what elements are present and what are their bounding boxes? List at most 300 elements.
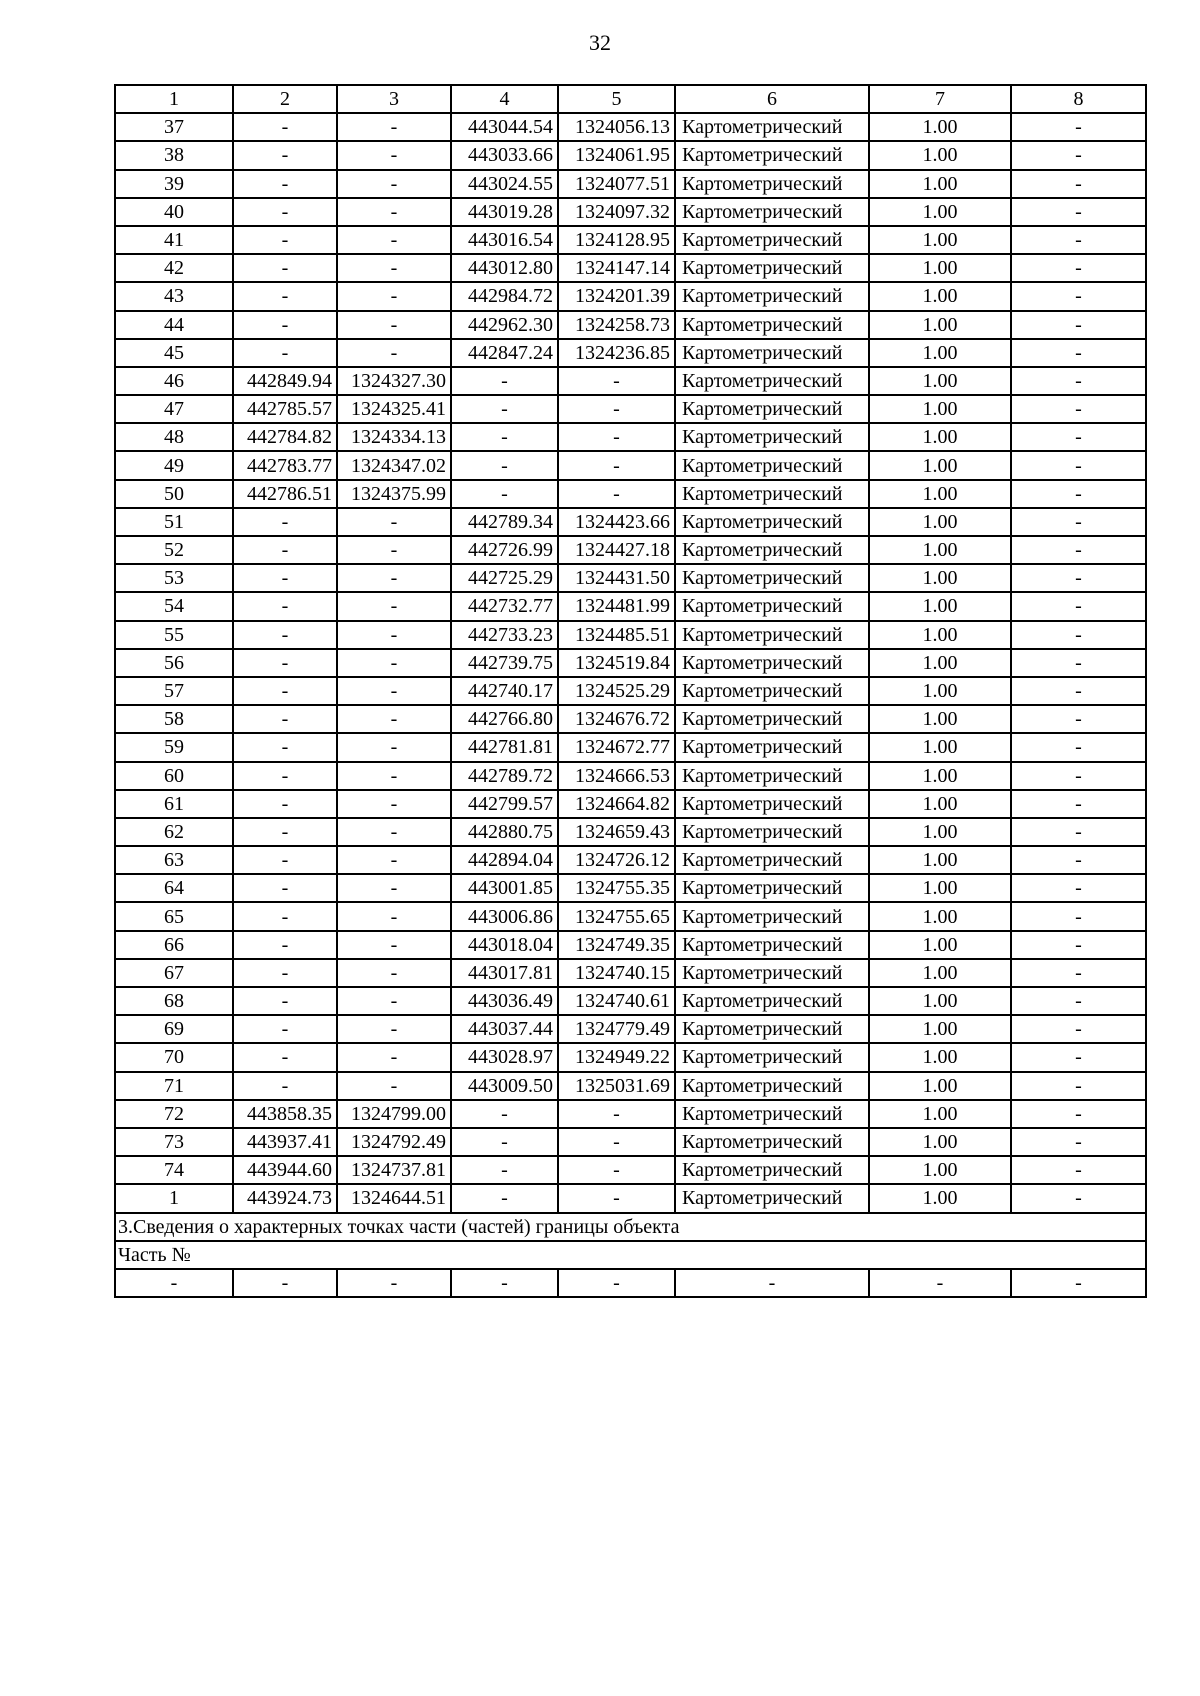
method-cell: Картометрический — [675, 198, 869, 226]
y-existing-cell: - — [337, 649, 451, 677]
x-existing-cell: - — [233, 1043, 337, 1071]
x-new-cell: - — [451, 1128, 558, 1156]
y-new-cell: 1324740.61 — [558, 987, 675, 1015]
accuracy-cell: 1.00 — [869, 198, 1011, 226]
y-new-cell: 1324128.95 — [558, 226, 675, 254]
point-number-cell: 61 — [115, 790, 233, 818]
y-new-cell: 1325031.69 — [558, 1072, 675, 1100]
table-row — [115, 1128, 1146, 1156]
y-new-cell: - — [558, 423, 675, 451]
method-cell: Картометрический — [675, 705, 869, 733]
accuracy-cell: 1.00 — [869, 1156, 1011, 1184]
table-row — [115, 508, 1146, 536]
x-new-cell: 442847.24 — [451, 339, 558, 367]
x-new-cell: 442766.80 — [451, 705, 558, 733]
point-number-cell: 38 — [115, 141, 233, 169]
table-row — [115, 592, 1146, 620]
point-number-cell: 41 — [115, 226, 233, 254]
part-label: Часть № — [115, 1241, 1146, 1269]
x-new-cell: 443028.97 — [451, 1043, 558, 1071]
table-row — [115, 423, 1146, 451]
point-number-cell: 45 — [115, 339, 233, 367]
description-cell: - — [1011, 733, 1146, 761]
method-cell: Картометрический — [675, 902, 869, 930]
y-existing-cell: - — [337, 508, 451, 536]
y-existing-cell: - — [337, 536, 451, 564]
method-cell: Картометрический — [675, 621, 869, 649]
accuracy-cell: 1.00 — [869, 339, 1011, 367]
accuracy-cell: 1.00 — [869, 282, 1011, 310]
accuracy-cell: 1.00 — [869, 1072, 1011, 1100]
point-number-cell: 44 — [115, 311, 233, 339]
x-existing-cell: - — [233, 339, 337, 367]
y-existing-cell: - — [337, 282, 451, 310]
table-row — [115, 536, 1146, 564]
y-new-cell: 1324672.77 — [558, 733, 675, 761]
column-header: 8 — [1011, 85, 1146, 113]
x-new-cell: 443009.50 — [451, 1072, 558, 1100]
description-cell: - — [1011, 1072, 1146, 1100]
y-new-cell: - — [558, 1128, 675, 1156]
description-cell: - — [1011, 762, 1146, 790]
y-new-cell: 1324755.65 — [558, 902, 675, 930]
y-new-cell: - — [558, 1156, 675, 1184]
x-new-cell: 443006.86 — [451, 902, 558, 930]
method-cell: Картометрический — [675, 931, 869, 959]
y-new-cell: 1324740.15 — [558, 959, 675, 987]
description-cell: - — [1011, 987, 1146, 1015]
table-row — [115, 367, 1146, 395]
section-title: 3.Сведения о характерных точках части (частей) границы объекта — [115, 1213, 1146, 1241]
method-cell: Картометрический — [675, 311, 869, 339]
point-number-cell: 53 — [115, 564, 233, 592]
method-cell: Картометрический — [675, 1015, 869, 1043]
table-row — [115, 959, 1146, 987]
page-number: 32 — [589, 30, 611, 55]
point-number-cell: 59 — [115, 733, 233, 761]
y-new-cell: 1324423.66 — [558, 508, 675, 536]
x-existing-cell: - — [233, 790, 337, 818]
point-number-cell: 51 — [115, 508, 233, 536]
point-number-cell: 62 — [115, 818, 233, 846]
table-row — [115, 1100, 1146, 1128]
table-row — [115, 621, 1146, 649]
description-cell: - — [1011, 1015, 1146, 1043]
y-existing-cell: 1324644.51 — [337, 1184, 451, 1212]
x-existing-cell: 443937.41 — [233, 1128, 337, 1156]
point-number-cell: 74 — [115, 1156, 233, 1184]
description-cell: - — [1011, 874, 1146, 902]
table-row — [115, 451, 1146, 479]
x-existing-cell: - — [233, 508, 337, 536]
x-existing-cell: 442849.94 — [233, 367, 337, 395]
table-row — [115, 480, 1146, 508]
accuracy-cell: 1.00 — [869, 621, 1011, 649]
section-title-row — [115, 1213, 1146, 1241]
x-existing-cell: - — [233, 536, 337, 564]
point-number-cell: 66 — [115, 931, 233, 959]
description-cell: - — [1011, 1184, 1146, 1212]
y-new-cell: - — [558, 367, 675, 395]
x-new-cell: - — [451, 1156, 558, 1184]
x-new-cell: 442725.29 — [451, 564, 558, 592]
x-existing-cell: - — [233, 818, 337, 846]
description-cell: - — [1011, 959, 1146, 987]
x-new-cell: 443044.54 — [451, 113, 558, 141]
method-cell: Картометрический — [675, 649, 869, 677]
table-row — [115, 311, 1146, 339]
table-row — [115, 254, 1146, 282]
table-row — [115, 1043, 1146, 1071]
y-existing-cell: - — [337, 621, 451, 649]
accuracy-cell: 1.00 — [869, 451, 1011, 479]
accuracy-cell: 1.00 — [869, 170, 1011, 198]
column-header: - — [233, 1269, 337, 1297]
method-cell: Картометрический — [675, 141, 869, 169]
x-new-cell: 442781.81 — [451, 733, 558, 761]
accuracy-cell: 1.00 — [869, 367, 1011, 395]
table-row — [115, 987, 1146, 1015]
table-row — [115, 1184, 1146, 1212]
y-existing-cell: - — [337, 141, 451, 169]
y-new-cell: 1324779.49 — [558, 1015, 675, 1043]
x-new-cell: 443001.85 — [451, 874, 558, 902]
accuracy-cell: 1.00 — [869, 1015, 1011, 1043]
accuracy-cell: 1.00 — [869, 141, 1011, 169]
column-header: - — [869, 1269, 1011, 1297]
x-new-cell: 442732.77 — [451, 592, 558, 620]
y-existing-cell: - — [337, 339, 451, 367]
point-number-cell: 72 — [115, 1100, 233, 1128]
method-cell: Картометрический — [675, 395, 869, 423]
point-number-cell: 37 — [115, 113, 233, 141]
y-existing-cell: - — [337, 226, 451, 254]
method-cell: Картометрический — [675, 564, 869, 592]
x-new-cell: - — [451, 367, 558, 395]
y-new-cell: 1324949.22 — [558, 1043, 675, 1071]
y-new-cell: 1324201.39 — [558, 282, 675, 310]
point-number-cell: 64 — [115, 874, 233, 902]
y-existing-cell: - — [337, 987, 451, 1015]
method-cell: Картометрический — [675, 451, 869, 479]
x-existing-cell: - — [233, 1072, 337, 1100]
method-cell: Картометрический — [675, 790, 869, 818]
accuracy-cell: 1.00 — [869, 818, 1011, 846]
y-existing-cell: - — [337, 564, 451, 592]
y-existing-cell: - — [337, 762, 451, 790]
method-cell: Картометрический — [675, 170, 869, 198]
description-cell: - — [1011, 621, 1146, 649]
method-cell: Картометрический — [675, 480, 869, 508]
x-new-cell: 443019.28 — [451, 198, 558, 226]
y-new-cell: 1324676.72 — [558, 705, 675, 733]
method-cell: Картометрический — [675, 818, 869, 846]
x-new-cell: 442894.04 — [451, 846, 558, 874]
column-header: - — [675, 1269, 869, 1297]
description-cell: - — [1011, 1043, 1146, 1071]
accuracy-cell: 1.00 — [869, 987, 1011, 1015]
table-row — [115, 395, 1146, 423]
y-existing-cell: - — [337, 874, 451, 902]
point-number-cell: 54 — [115, 592, 233, 620]
x-new-cell: 443037.44 — [451, 1015, 558, 1043]
x-existing-cell: - — [233, 874, 337, 902]
y-new-cell: - — [558, 451, 675, 479]
x-new-cell: 443024.55 — [451, 170, 558, 198]
y-existing-cell: - — [337, 311, 451, 339]
x-new-cell: 443016.54 — [451, 226, 558, 254]
point-number-cell: 47 — [115, 395, 233, 423]
y-existing-cell: - — [337, 705, 451, 733]
point-number-cell: 71 — [115, 1072, 233, 1100]
description-cell: - — [1011, 395, 1146, 423]
description-cell: - — [1011, 790, 1146, 818]
accuracy-cell: 1.00 — [869, 508, 1011, 536]
table-row — [115, 141, 1146, 169]
x-new-cell: 443018.04 — [451, 931, 558, 959]
description-cell: - — [1011, 846, 1146, 874]
table-row — [115, 198, 1146, 226]
y-existing-cell: 1324325.41 — [337, 395, 451, 423]
description-cell: - — [1011, 1156, 1146, 1184]
method-cell: Картометрический — [675, 733, 869, 761]
x-existing-cell: - — [233, 621, 337, 649]
y-new-cell: 1324481.99 — [558, 592, 675, 620]
y-new-cell: 1324749.35 — [558, 931, 675, 959]
table-row — [115, 170, 1146, 198]
column-header: - — [337, 1269, 451, 1297]
y-existing-cell: - — [337, 113, 451, 141]
y-existing-cell: - — [337, 902, 451, 930]
x-new-cell: 442739.75 — [451, 649, 558, 677]
point-number-cell: 63 — [115, 846, 233, 874]
accuracy-cell: 1.00 — [869, 1128, 1011, 1156]
point-number-cell: 60 — [115, 762, 233, 790]
description-cell: - — [1011, 508, 1146, 536]
table-row — [115, 902, 1146, 930]
y-existing-cell: - — [337, 818, 451, 846]
y-existing-cell: - — [337, 170, 451, 198]
x-new-cell: - — [451, 1184, 558, 1212]
y-new-cell: 1324427.18 — [558, 536, 675, 564]
table-row — [115, 282, 1146, 310]
column-header: - — [115, 1269, 233, 1297]
y-existing-cell: - — [337, 1015, 451, 1043]
x-new-cell: - — [451, 395, 558, 423]
accuracy-cell: 1.00 — [869, 113, 1011, 141]
method-cell: Картометрический — [675, 339, 869, 367]
y-existing-cell: - — [337, 790, 451, 818]
y-existing-cell: 1324792.49 — [337, 1128, 451, 1156]
table-row — [115, 339, 1146, 367]
point-number-cell: 39 — [115, 170, 233, 198]
point-number-cell: 70 — [115, 1043, 233, 1071]
description-cell: - — [1011, 592, 1146, 620]
y-existing-cell: - — [337, 677, 451, 705]
x-new-cell: - — [451, 423, 558, 451]
description-cell: - — [1011, 705, 1146, 733]
point-number-cell: 1 — [115, 1184, 233, 1212]
y-new-cell: 1324664.82 — [558, 790, 675, 818]
method-cell: Картометрический — [675, 1128, 869, 1156]
x-existing-cell: 443858.35 — [233, 1100, 337, 1128]
y-new-cell: 1324258.73 — [558, 311, 675, 339]
y-existing-cell: - — [337, 733, 451, 761]
table-row — [115, 1015, 1146, 1043]
y-new-cell: 1324485.51 — [558, 621, 675, 649]
y-new-cell: - — [558, 1100, 675, 1128]
y-existing-cell: 1324799.00 — [337, 1100, 451, 1128]
method-cell: Картометрический — [675, 282, 869, 310]
description-cell: - — [1011, 141, 1146, 169]
x-existing-cell: - — [233, 705, 337, 733]
table-row — [115, 564, 1146, 592]
point-number-cell: 65 — [115, 902, 233, 930]
accuracy-cell: 1.00 — [869, 733, 1011, 761]
x-existing-cell: - — [233, 226, 337, 254]
accuracy-cell: 1.00 — [869, 395, 1011, 423]
x-existing-cell: - — [233, 959, 337, 987]
x-existing-cell: - — [233, 987, 337, 1015]
column-header: - — [451, 1269, 558, 1297]
point-number-cell: 42 — [115, 254, 233, 282]
method-cell: Картометрический — [675, 423, 869, 451]
x-existing-cell: 442784.82 — [233, 423, 337, 451]
x-new-cell: 442740.17 — [451, 677, 558, 705]
accuracy-cell: 1.00 — [869, 959, 1011, 987]
table-header-row — [115, 85, 1146, 113]
x-existing-cell: - — [233, 931, 337, 959]
x-new-cell: 442726.99 — [451, 536, 558, 564]
x-new-cell: 443012.80 — [451, 254, 558, 282]
x-new-cell: - — [451, 1100, 558, 1128]
accuracy-cell: 1.00 — [869, 254, 1011, 282]
table-row — [115, 818, 1146, 846]
coordinates-table — [114, 84, 1147, 1298]
point-number-cell: 48 — [115, 423, 233, 451]
x-new-cell: - — [451, 451, 558, 479]
point-number-cell: 52 — [115, 536, 233, 564]
description-cell: - — [1011, 339, 1146, 367]
table-row — [115, 113, 1146, 141]
x-existing-cell: 442783.77 — [233, 451, 337, 479]
x-new-cell: 443036.49 — [451, 987, 558, 1015]
accuracy-cell: 1.00 — [869, 1043, 1011, 1071]
point-number-cell: 40 — [115, 198, 233, 226]
x-existing-cell: - — [233, 733, 337, 761]
point-number-cell: 55 — [115, 621, 233, 649]
point-number-cell: 43 — [115, 282, 233, 310]
method-cell: Картометрический — [675, 113, 869, 141]
x-new-cell: 442799.57 — [451, 790, 558, 818]
accuracy-cell: 1.00 — [869, 874, 1011, 902]
y-new-cell: - — [558, 1184, 675, 1212]
y-new-cell: 1324056.13 — [558, 113, 675, 141]
column-header: 6 — [675, 85, 869, 113]
y-new-cell: 1324147.14 — [558, 254, 675, 282]
column-header: - — [558, 1269, 675, 1297]
y-existing-cell: - — [337, 1072, 451, 1100]
accuracy-cell: 1.00 — [869, 931, 1011, 959]
table-row — [115, 733, 1146, 761]
column-header: 1 — [115, 85, 233, 113]
y-new-cell: 1324659.43 — [558, 818, 675, 846]
y-new-cell: - — [558, 395, 675, 423]
table-row — [115, 705, 1146, 733]
column-header: 5 — [558, 85, 675, 113]
x-existing-cell: 443944.60 — [233, 1156, 337, 1184]
description-cell: - — [1011, 1100, 1146, 1128]
x-existing-cell: - — [233, 141, 337, 169]
y-new-cell: 1324431.50 — [558, 564, 675, 592]
point-number-cell: 73 — [115, 1128, 233, 1156]
y-new-cell: - — [558, 480, 675, 508]
description-cell: - — [1011, 564, 1146, 592]
empty-row — [115, 1269, 1146, 1297]
accuracy-cell: 1.00 — [869, 649, 1011, 677]
y-existing-cell: 1324375.99 — [337, 480, 451, 508]
y-existing-cell: 1324334.13 — [337, 423, 451, 451]
method-cell: Картометрический — [675, 254, 869, 282]
x-existing-cell: - — [233, 311, 337, 339]
y-existing-cell: 1324347.02 — [337, 451, 451, 479]
x-existing-cell: - — [233, 762, 337, 790]
accuracy-cell: 1.00 — [869, 564, 1011, 592]
table-row — [115, 846, 1146, 874]
accuracy-cell: 1.00 — [869, 480, 1011, 508]
column-header: 2 — [233, 85, 337, 113]
table-row — [115, 226, 1146, 254]
x-new-cell: 442984.72 — [451, 282, 558, 310]
method-cell: Картометрический — [675, 846, 869, 874]
method-cell: Картометрический — [675, 874, 869, 902]
x-existing-cell: - — [233, 282, 337, 310]
description-cell: - — [1011, 536, 1146, 564]
method-cell: Картометрический — [675, 987, 869, 1015]
y-existing-cell: - — [337, 931, 451, 959]
y-existing-cell: - — [337, 1043, 451, 1071]
column-header: 3 — [337, 85, 451, 113]
method-cell: Картометрический — [675, 1100, 869, 1128]
table-row — [115, 1072, 1146, 1100]
point-number-cell: 68 — [115, 987, 233, 1015]
table-row — [115, 790, 1146, 818]
table-row — [115, 649, 1146, 677]
x-existing-cell: 442786.51 — [233, 480, 337, 508]
method-cell: Картометрический — [675, 1072, 869, 1100]
y-new-cell: 1324726.12 — [558, 846, 675, 874]
point-number-cell: 67 — [115, 959, 233, 987]
description-cell: - — [1011, 367, 1146, 395]
y-new-cell: 1324519.84 — [558, 649, 675, 677]
y-new-cell: 1324666.53 — [558, 762, 675, 790]
accuracy-cell: 1.00 — [869, 790, 1011, 818]
accuracy-cell: 1.00 — [869, 677, 1011, 705]
method-cell: Картометрический — [675, 367, 869, 395]
table-row — [115, 677, 1146, 705]
x-new-cell: 442733.23 — [451, 621, 558, 649]
x-existing-cell: 442785.57 — [233, 395, 337, 423]
description-cell: - — [1011, 254, 1146, 282]
column-header: - — [1011, 1269, 1146, 1297]
y-existing-cell: - — [337, 254, 451, 282]
accuracy-cell: 1.00 — [869, 705, 1011, 733]
x-existing-cell: - — [233, 564, 337, 592]
column-header: 7 — [869, 85, 1011, 113]
x-new-cell: 442789.72 — [451, 762, 558, 790]
accuracy-cell: 1.00 — [869, 423, 1011, 451]
x-new-cell: 443033.66 — [451, 141, 558, 169]
